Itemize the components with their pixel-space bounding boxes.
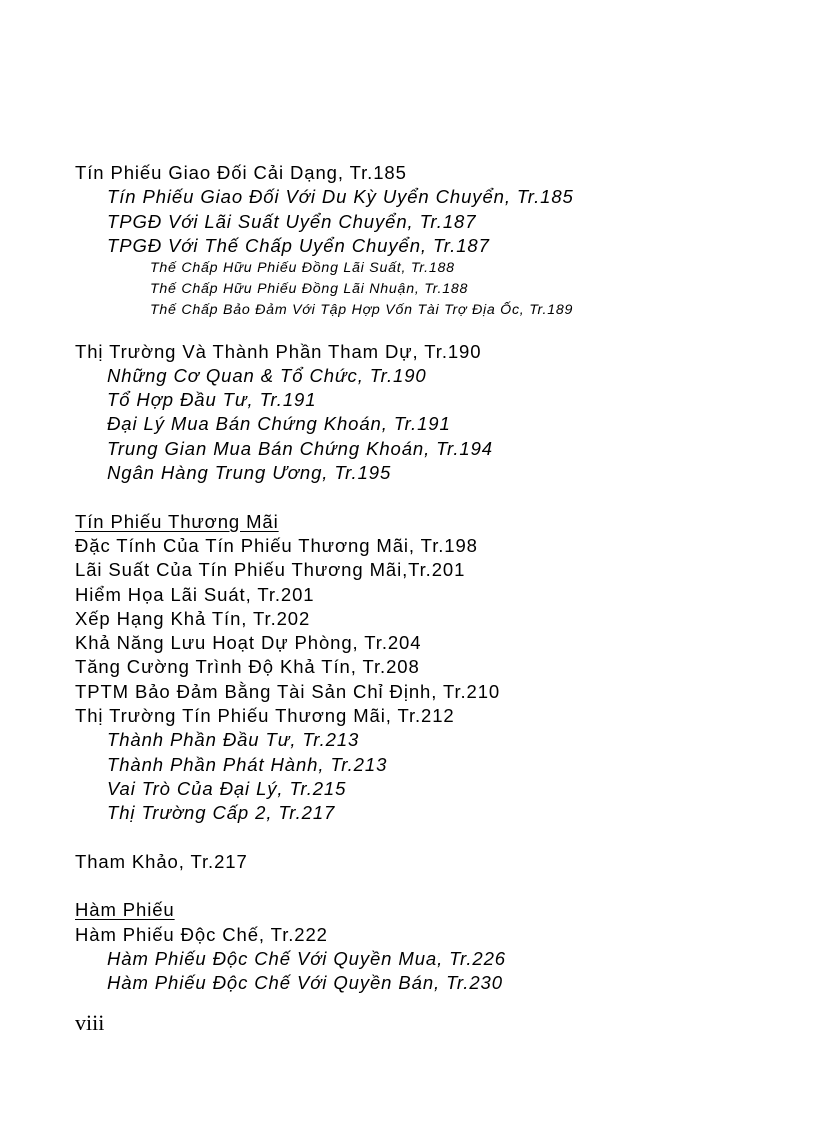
toc-entry-level-1: Tín Phiếu Giao Đối Với Du Kỳ Uyển Chuyển, Tr.185 [107,186,574,208]
toc-entry-level-1: Thành Phần Đầu Tư, Tr.213 [107,729,360,751]
section-gap [75,485,775,509]
toc-entry-level-0: Khả Năng Lưu Hoạt Dự Phòng, Tr.204 [75,632,422,654]
section-heading: Hàm Phiếu [75,899,175,921]
page-number: viii [75,1010,105,1035]
section-gap [75,874,775,898]
toc-section [75,161,775,321]
toc-entry-level-0: Tăng Cường Trình Độ Khả Tín, Tr.208 [75,656,420,678]
toc-entry-level-0: TPTM Bảo Đảm Bằng Tài Sản Chỉ Định, Tr.210 [75,680,501,702]
toc-section [75,850,775,874]
toc-entry-level-1: Đại Lý Mua Bán Chứng Khoán, Tr.191 [107,413,451,435]
toc-entry-level-2: Thế Chấp Bảo Đảm Với Tập Hợp Vốn Tài Trợ Địa Ốc, Tr.189 [150,301,574,318]
toc-entry-level-0: Tín Phiếu Giao Đối Cải Dạng, Tr.185 [75,162,407,183]
toc-entry-level-2: Thế Chấp Hữu Phiếu Đồng Lãi Nhuận, Tr.188 [150,280,469,297]
toc-entry-level-1: TPGĐ Với Lãi Suất Uyển Chuyển, Tr.187 [107,210,477,232]
toc-entry-level-0: Xếp Hạng Khả Tín, Tr.202 [75,607,311,629]
toc-entry-level-2: Thế Chấp Hữu Phiếu Đồng Lãi Suất, Tr.188 [150,260,455,277]
toc-entry-level-1: Những Cơ Quan & Tổ Chức, Tr.190 [107,364,427,386]
section-gap [75,826,775,850]
toc-entry-level-1: Thành Phần Phát Hành, Tr.213 [107,753,388,775]
toc-entry-level-1: Thị Trường Cấp 2, Tr.217 [107,802,336,824]
toc-entry-level-1: Trung Gian Mua Bán Chứng Khoán, Tr.194 [107,437,493,459]
toc-entry-level-1: Hàm Phiếu Độc Chế Với Quyền Bán, Tr.230 [107,972,503,994]
toc-section [75,510,775,826]
toc-entry-level-0: Lãi Suất Của Tín Phiếu Thương Mãi,Tr.201 [75,559,466,581]
toc-entry-level-1: Tổ Hợp Đầu Tư, Tr.191 [107,389,317,411]
toc-entry-level-0: Hàm Phiếu Độc Chế, Tr.222 [75,923,328,945]
toc-section [75,340,775,486]
toc-entry-level-1: Vai Trò Của Đại Lý, Tr.215 [107,777,347,799]
toc-entry-level-0: Thị Trường Tín Phiếu Thương Mãi, Tr.212 [75,705,455,727]
toc-entry-level-0: Tham Khảo, Tr.217 [75,850,248,872]
toc-section [75,898,775,995]
table-of-contents [75,161,775,996]
section-heading: Tín Phiếu Thương Mãi [75,510,279,532]
toc-entry-level-0: Đặc Tính Của Tín Phiếu Thương Mãi, Tr.198 [75,534,478,556]
toc-entry-level-1: TPGĐ Với Thế Chấp Uyển Chuyển, Tr.187 [107,234,490,256]
toc-entry-level-0: Hiểm Họa Lãi Suát, Tr.201 [75,583,315,605]
toc-entry-level-1: Ngân Hàng Trung Ương, Tr.195 [107,462,392,484]
section-gap [75,321,775,340]
toc-entry-level-1: Hàm Phiếu Độc Chế Với Quyền Mua, Tr.226 [107,948,506,969]
toc-entry-level-0: Thị Trường Và Thành Phần Tham Dự, Tr.190 [75,340,482,362]
